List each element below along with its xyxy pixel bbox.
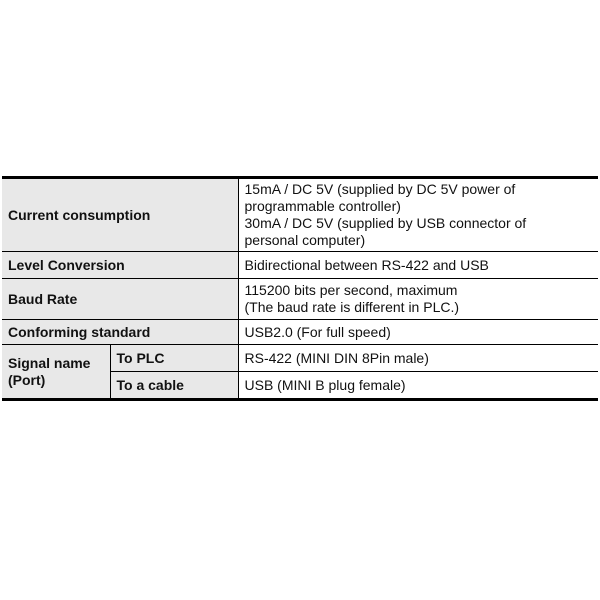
to-cable-value: USB (MINI B plug female): [238, 372, 598, 400]
conforming-standard-label: Conforming standard: [2, 320, 238, 345]
to-plc-value: RS-422 (MINI DIN 8Pin male): [238, 345, 598, 372]
signal-name-label: [2, 345, 110, 400]
current-consumption-value-line-1: 15mA / DC 5V (supplied by DC 5V power of: [244, 181, 516, 197]
level-conversion-label: Level Conversion: [2, 252, 238, 279]
conforming-standard-value: USB2.0 (For full speed): [238, 320, 598, 345]
signal-name-label-line-1: Signal name: [8, 354, 91, 371]
baud-rate-label: Baud Rate: [2, 279, 238, 320]
table-row-level-conversion: [2, 252, 598, 279]
baud-rate-value-line-2: (The baud rate is different in PLC.): [244, 299, 460, 315]
table-row-current-consumption: [2, 178, 598, 252]
current-consumption-value: [238, 178, 598, 252]
current-consumption-value-line-2: programmable controller): [244, 198, 401, 214]
to-cable-label: To a cable: [110, 372, 238, 400]
baud-rate-value-line-1: 115200 bits per second, maximum: [244, 282, 458, 298]
table-row-conforming-standard: [2, 320, 598, 345]
current-consumption-label: Current consumption: [2, 178, 238, 252]
table-row-signal-to-plc: [2, 345, 598, 372]
baud-rate-value: [238, 279, 598, 320]
specifications-table: [2, 176, 598, 401]
signal-name-label-line-2: (Port): [8, 371, 46, 388]
table-row-baud-rate: [2, 279, 598, 320]
current-consumption-value-line-3: 30mA / DC 5V (supplied by USB connector of: [244, 215, 527, 231]
current-consumption-value-line-4: personal computer): [244, 232, 366, 248]
level-conversion-value: Bidirectional between RS-422 and USB: [238, 252, 598, 279]
to-plc-label: To PLC: [110, 345, 238, 372]
